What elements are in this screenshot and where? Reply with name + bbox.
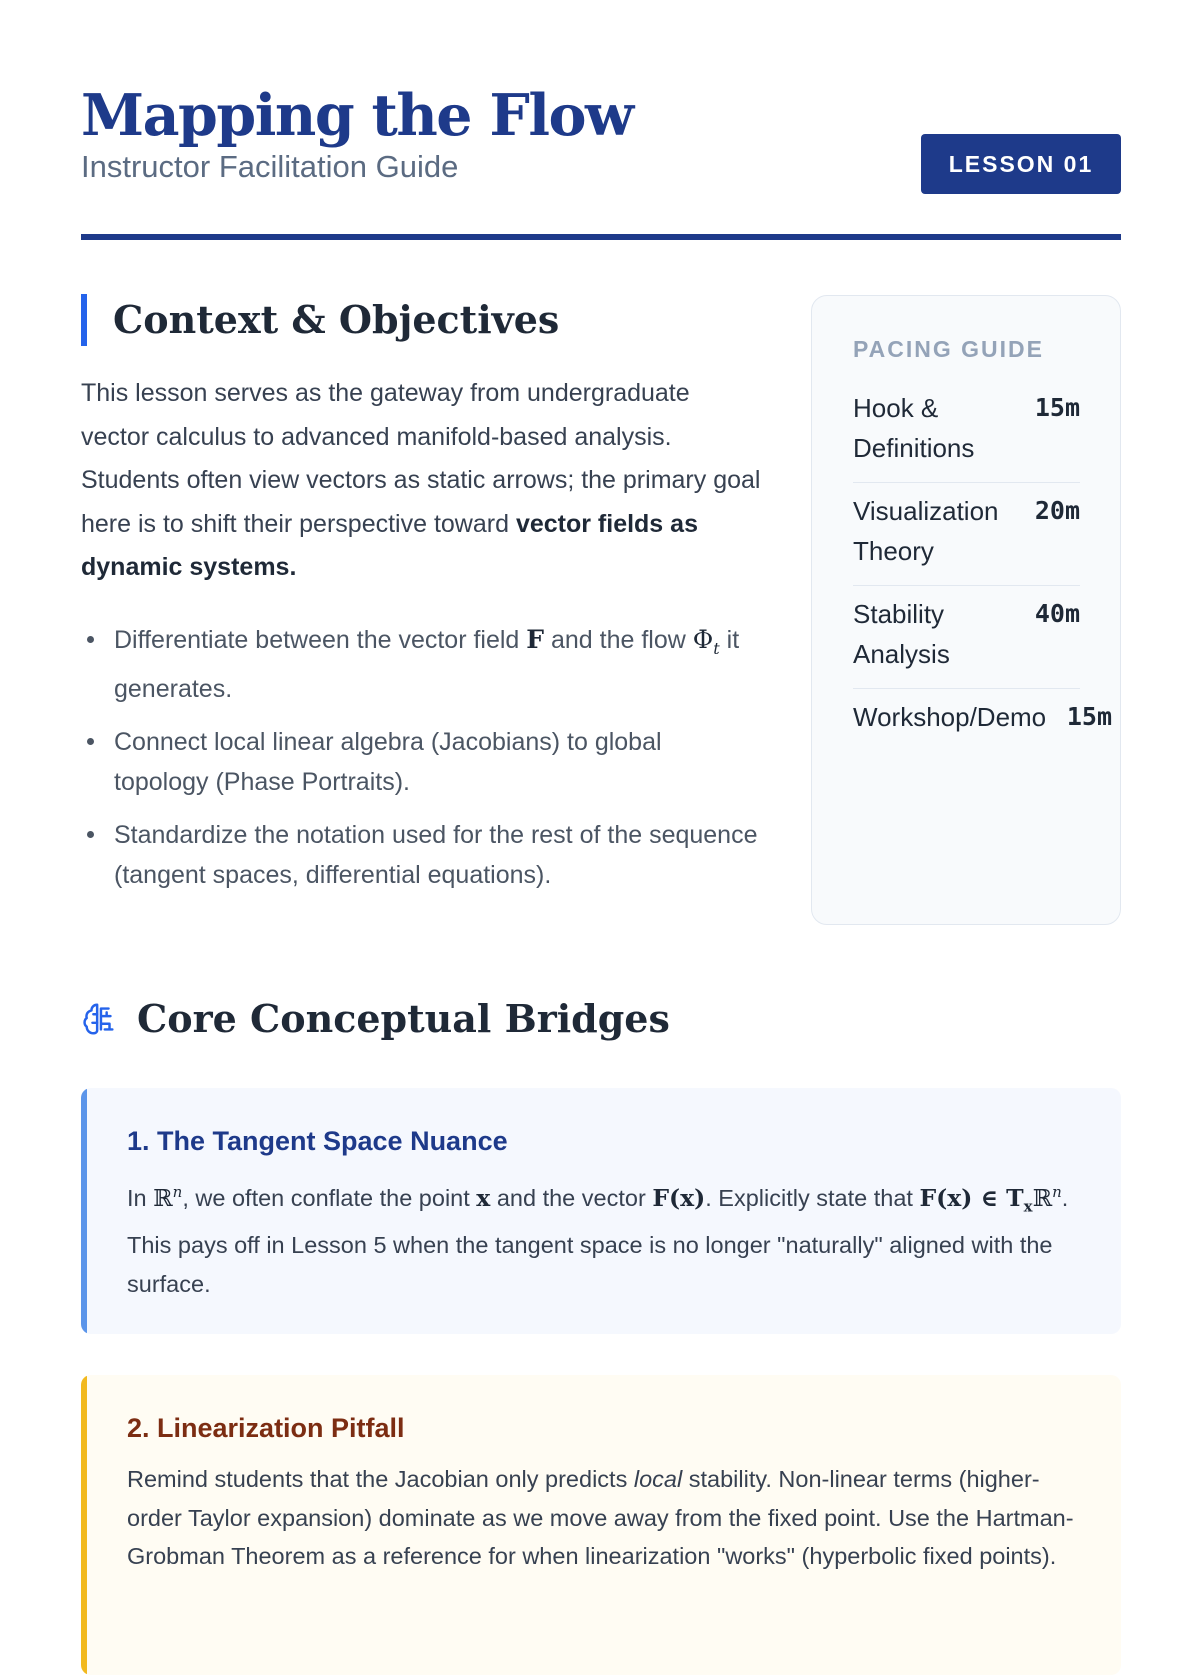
brain-icon bbox=[81, 1000, 119, 1038]
objective-text: Differentiate between the vector field bbox=[114, 625, 527, 654]
objective-text: Connect local linear algebra (Jacobians) to global topology (Phase Portraits). bbox=[114, 727, 662, 796]
page-header bbox=[81, 82, 1121, 242]
pacing-activity: Visualization Theory bbox=[853, 496, 999, 566]
objective-text: and the flow bbox=[544, 625, 693, 654]
bullet-icon bbox=[87, 636, 94, 643]
objective-item bbox=[81, 620, 761, 709]
math-point: x bbox=[476, 1183, 491, 1212]
math-real-space bbox=[153, 1184, 182, 1212]
card-emphasis: local bbox=[633, 1466, 683, 1492]
math-subscript: x bbox=[1023, 1197, 1033, 1216]
pacing-row bbox=[853, 586, 1080, 689]
pacing-duration: 20m bbox=[1034, 496, 1080, 525]
math-vector-field: F bbox=[526, 624, 545, 654]
pacing-activity: Workshop/Demo bbox=[853, 702, 1047, 732]
pacing-activity: Hook & Definitions bbox=[853, 393, 975, 463]
bullet-icon bbox=[87, 738, 94, 745]
card-text: stability. Non-linear terms (higher-order Taylor expansion) dominate as we move away from the fixed point. Use the Hartman-Grobman Theorem as a reference for when linearization "works" (hyperbolic fixed points). bbox=[127, 1466, 1074, 1569]
math-symbol: F(x) ∈ T bbox=[919, 1183, 1024, 1212]
card-title: 1. The Tangent Space Nuance bbox=[127, 1126, 508, 1156]
math-superscript: n bbox=[1052, 1183, 1062, 1201]
objective-item bbox=[81, 815, 761, 895]
card-text: Remind students that the Jacobian only predicts bbox=[127, 1466, 634, 1492]
lesson-badge: LESSON 01 bbox=[921, 134, 1121, 194]
page-title: Mapping the Flow bbox=[81, 82, 633, 149]
math-symbol: ℝ bbox=[153, 1183, 173, 1212]
context-section bbox=[81, 294, 761, 908]
card-text: In bbox=[127, 1184, 154, 1211]
pacing-row bbox=[853, 380, 1080, 483]
card-text: . This pays off in Lesson 5 when the tangent space is no longer "naturally" aligned with the surface. bbox=[127, 1184, 1069, 1297]
intro-bold-text: vector fields as dynamic systems bbox=[81, 509, 698, 581]
page-subtitle: Instructor Facilitation Guide bbox=[81, 149, 459, 184]
intro-text: This lesson serves as the gateway from undergraduate vector calculus to advanced manifold-based analysis. Students often view vectors as static arrows; the primary goal here is to shift their perspective toward bbox=[81, 379, 761, 538]
pacing-activity: Stability Analysis bbox=[853, 599, 950, 669]
math-tangent-membership bbox=[919, 1183, 1062, 1216]
context-heading-text: Context & Objectives bbox=[113, 297, 560, 342]
bullet-icon bbox=[87, 831, 94, 838]
context-heading bbox=[81, 294, 761, 346]
pacing-row bbox=[853, 483, 1080, 586]
intro-end: . bbox=[289, 553, 297, 581]
math-flow-subscript: t bbox=[713, 638, 720, 658]
heading-accent-bar bbox=[81, 294, 87, 346]
math-flow-symbol: Φ bbox=[692, 624, 714, 654]
card-text: , we often conflate the point bbox=[182, 1184, 477, 1211]
objective-text: Standardize the notation used for the rest of the sequence (tangent spaces, differential equations). bbox=[114, 820, 758, 889]
pacing-guide-panel bbox=[811, 295, 1121, 925]
objective-text: it generates. bbox=[114, 625, 740, 703]
card-accent-bar bbox=[81, 1375, 87, 1675]
card-body bbox=[127, 1173, 1081, 1303]
pacing-duration: 15m bbox=[1034, 393, 1080, 422]
pacing-guide-title: PACING GUIDE bbox=[853, 336, 1044, 362]
math-superscript: n bbox=[172, 1183, 183, 1201]
header-divider bbox=[81, 234, 1121, 240]
pacing-duration: 40m bbox=[1034, 599, 1080, 628]
bridges-heading bbox=[81, 996, 670, 1041]
card-text: . Explicitly state that bbox=[705, 1184, 920, 1211]
bridge-card-tangent-space bbox=[81, 1088, 1121, 1334]
context-intro bbox=[81, 372, 761, 590]
pacing-duration: 15m bbox=[1066, 702, 1112, 731]
bridge-card-linearization bbox=[81, 1375, 1121, 1675]
math-flow bbox=[692, 624, 720, 658]
objective-item bbox=[81, 722, 761, 802]
card-accent-bar bbox=[81, 1088, 87, 1334]
bridges-heading-text: Core Conceptual Bridges bbox=[137, 996, 670, 1041]
objectives-list bbox=[81, 620, 761, 895]
card-title: 2. Linearization Pitfall bbox=[127, 1413, 405, 1443]
math-vector: F(x) bbox=[652, 1183, 706, 1212]
pacing-row bbox=[853, 689, 1112, 791]
math-symbol: ℝ bbox=[1032, 1183, 1053, 1212]
card-body bbox=[127, 1460, 1081, 1576]
card-text: and the vector bbox=[490, 1184, 653, 1211]
